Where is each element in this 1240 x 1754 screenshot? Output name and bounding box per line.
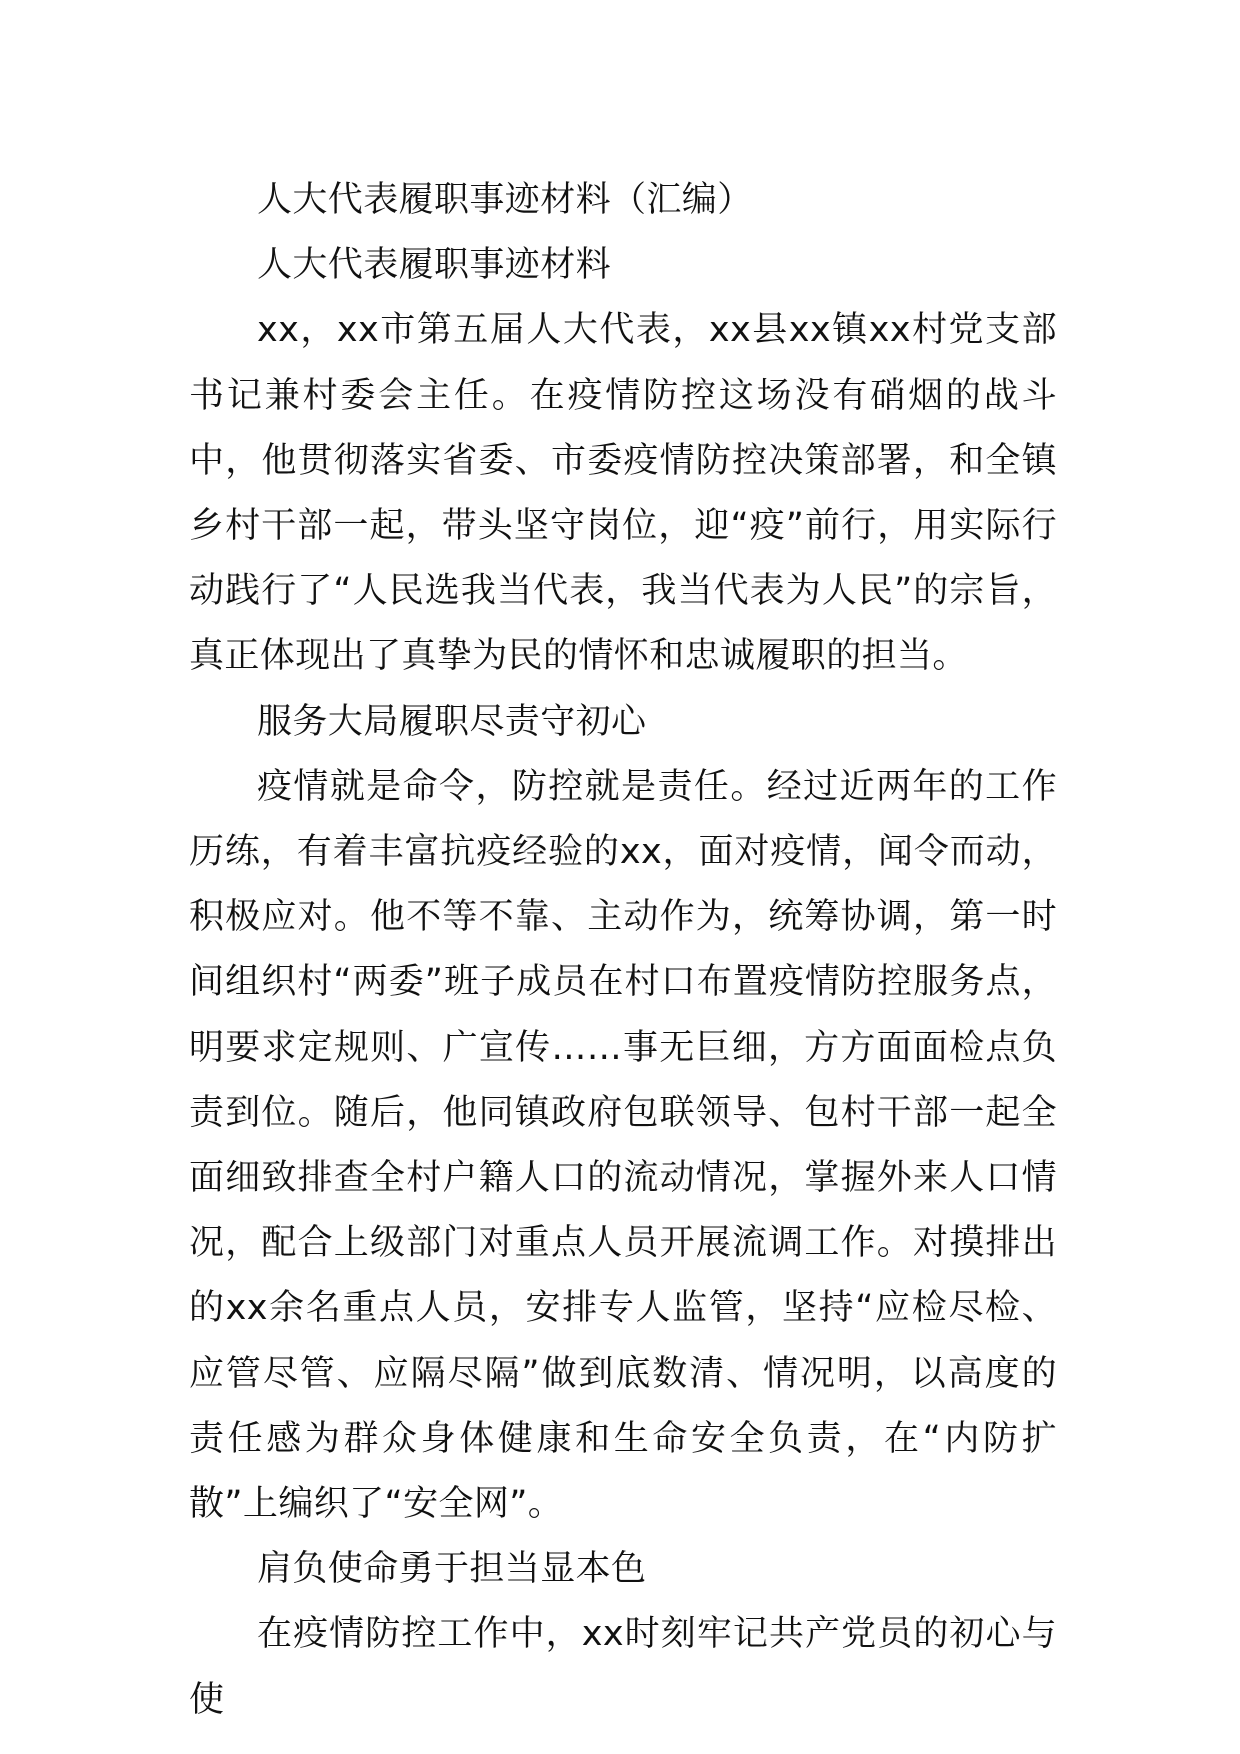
body-paragraph: 疫情就是命令，防控就是责任。经过近两年的工作历练，有着丰富抗疫经验的xx，面对疫情，闻令而动，积极应对。他不等不靠、主动作为，统筹协调，第一时间组织村“两委”班子成员在村口布置疫情防控服务点，明要求定规则、广宣传……事无巨细，方方面面检点负责到位。随后，他同镇政府包联领导、包村干部一起全面细致排查全村户籍人口的流动情况，掌握外来人口情况，配合上级部门对重点人员开展流调工作。对摸排出的xx余名重点人员，安排专人监管，坚持“应检尽检、应管尽管、应隔尽隔”做到底数清、情况明，以高度的责任感为群众身体健康和生命安全负责，在“内防扩散”上编织了“安全网”。 [189, 766, 1057, 1525]
document-body [189, 168, 1057, 1733]
document-title: 人大代表履职事迹材料（汇编） [257, 180, 753, 220]
section-heading: 服务大局履职尽责守初心 [257, 701, 647, 742]
body-paragraph: 在疫情防控工作中，xx时刻牢记共产党员的初心与使 [189, 1614, 1057, 1720]
document-subtitle: 人大代表履职事迹材料 [257, 245, 612, 286]
section-heading: 肩负使命勇于担当显本色 [257, 1549, 647, 1590]
intro-paragraph: xx，xx市第五届人大代表，xx县xx镇xx村党支部书记兼村委会主任。在疫情防控这场没有硝烟的战斗中，他贯彻落实省委、市委疫情防控决策部署，和全镇乡村干部一起，带头坚守岗位，迎“疫”前行，用实际行动践行了“人民选我当代表，我当代表为人民”的宗旨，真正体现出了真挚为民的情怀和忠诚履职的担当。 [189, 310, 1057, 677]
